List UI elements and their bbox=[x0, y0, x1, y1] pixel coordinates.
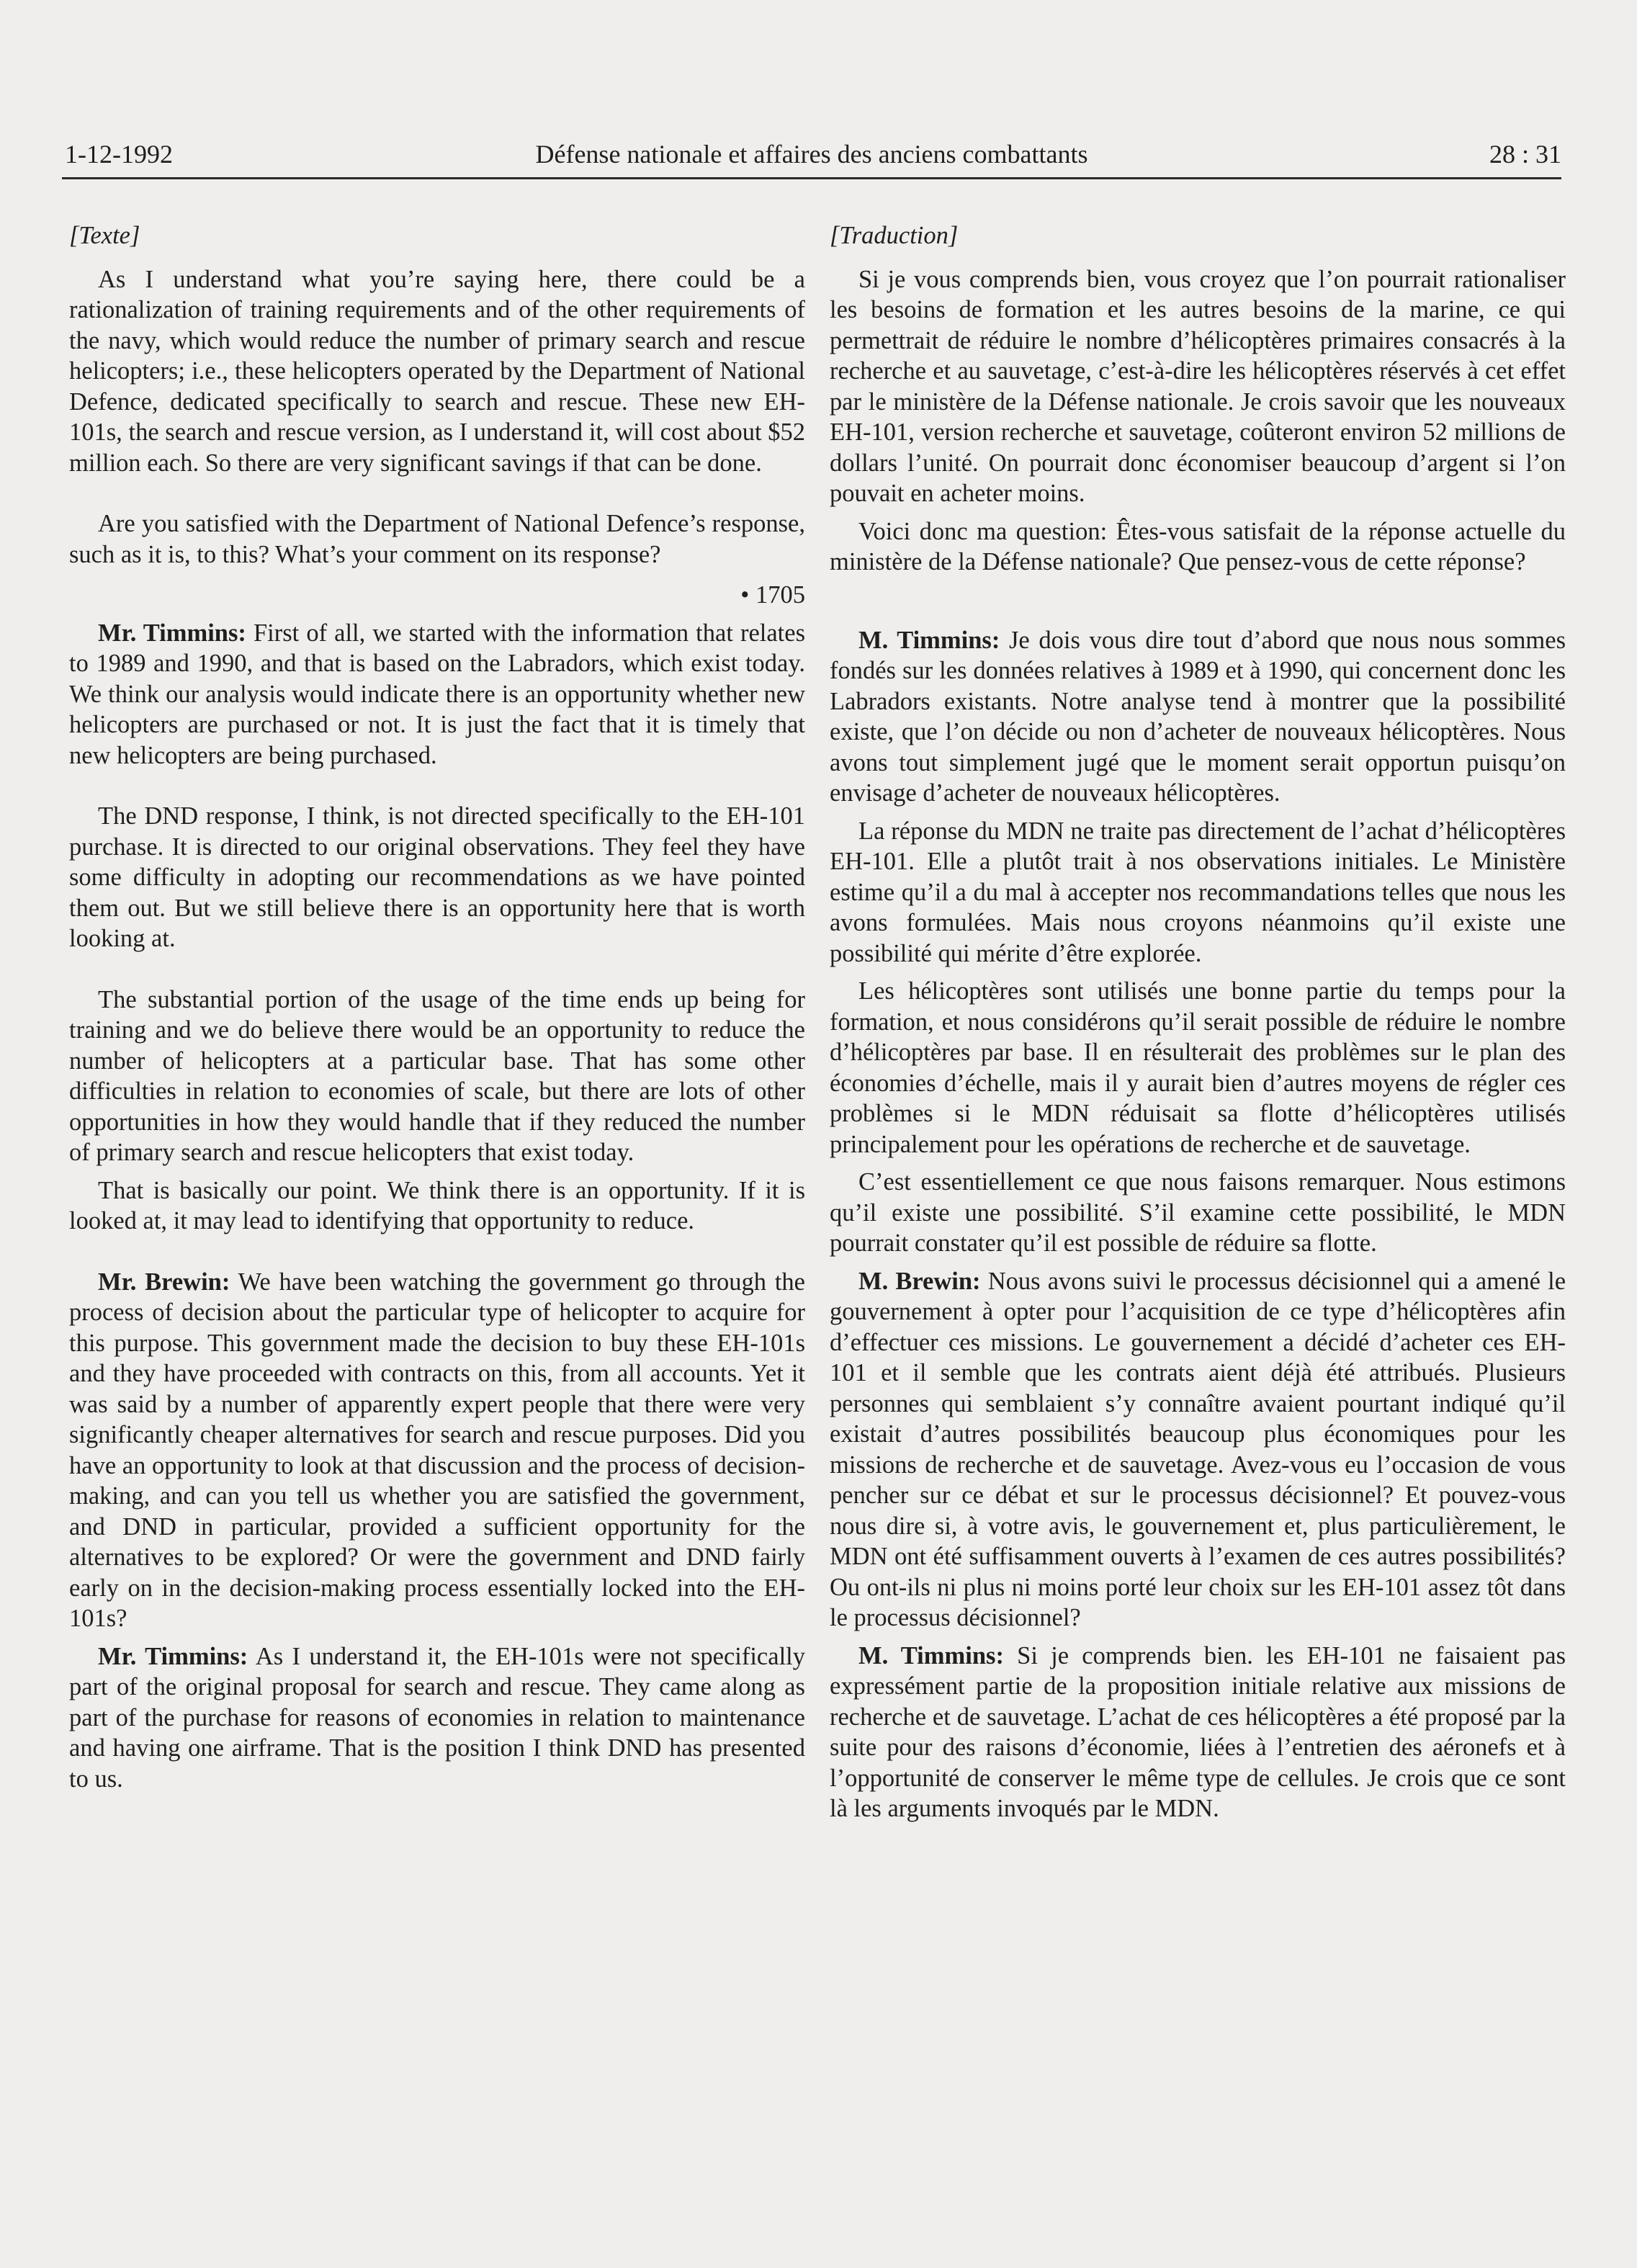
column-tag: [Texte] bbox=[69, 222, 140, 249]
speaker-name: Mr. Brewin: bbox=[98, 1268, 230, 1296]
paragraph-text: We have been watching the government go through the process of decision about the particular type of helicopter to acquire for this purpose. This government made the decision to buy these EH-101s and they have proceeded with contracts on this, from all accounts. Yet it was said by a number of apparently expert people that there were very significantly cheaper alternatives for search and rescue purposes. Did you have an opportunity to look at that discussion and the process of decision-making, and can you tell us whether you are satisfied the government, and DND in particular, provided a sufficient opportunity for the alternatives to be explored? Or were the government and DND fairly early on in the decision-making process essentially locked into the EH-101s? bbox=[69, 1268, 805, 1632]
paragraph bbox=[69, 618, 805, 771]
paragraph: As I understand what you’re saying here, there could be a rationalization of training requirements and of the other requirements of the navy, which would reduce the number of primary search and rescue helicopters; i.e., these helicopters operated by the Department of National Defence, dedicated specifically to search and rescue. These new EH-101s, the search and rescue version, as I understand it, will cost about $52 million each. So there are very significant savings if that can be done. bbox=[69, 265, 805, 477]
paragraph bbox=[69, 1267, 805, 1634]
paragraph bbox=[830, 625, 1566, 809]
header-page-number: 28 : 31 bbox=[1489, 140, 1561, 169]
paragraph: That is basically our point. We think there is an opportunity. If it is looked at, it may lead to identifying that opportunity to reduce. bbox=[69, 1176, 805, 1234]
time-marker: • 1705 bbox=[740, 581, 805, 609]
speaker-name: Mr. Timmins: bbox=[98, 1642, 248, 1670]
paragraph: The substantial portion of the usage of the time ends up being for training and we do believe there would be an opportunity to reduce the number of helicopters at a particular base. That has some other difficulties in relation to economies of scale, but there are lots of other opportunities in how they would handle that if they reduced the number of primary search and rescue helicopters that exist today. bbox=[69, 985, 805, 1166]
french-column bbox=[830, 220, 1566, 1824]
speaker-name: Mr. Timmins: bbox=[98, 619, 246, 647]
header-rule bbox=[62, 177, 1561, 179]
paragraph bbox=[69, 1641, 805, 1795]
paragraph-text: Nous avons suivi le processus décisionnel qui a amené le gouvernement à opter pour l’acquisition de ce type d’hélicoptères afin d’effectuer ces missions. Le gouvernement a décidé d’acheter ces EH-101 et il semble que les contrats aient déjà été attribués. Plusieurs personnes qui semblaient s’y connaître avaient pourtant indiqué qu’il existait d’autres possibilités beaucoup plus économiques pour les missions de recherche et de sauvetage. Avez-vous eu l’occasion de vous pencher sur ce débat et sur le processus décisionnel? Et pouvez-vous nous dire si, à votre avis, le gouvernement et, plus particulièrement, le MDN ont été suffisamment ouverts à l’examen de ces autres possibilités? Ou ont-ils ni plus ni moins porté leur choix sur les EH-101 assez tôt dans le processus décisionnel? bbox=[830, 1267, 1566, 1631]
header-title: Défense nationale et affaires des anciens combattants bbox=[535, 140, 1088, 169]
paragraph: Voici donc ma question: Êtes-vous satisfait de la réponse actuelle du ministère de la Défense nationale? Que pensez-vous de cette réponse? bbox=[830, 517, 1566, 575]
paragraph-text: First of all, we started with the information that relates to 1989 and 1990, and that is based on the Labradors, which exist today. We think our analysis would indicate there is an opportunity whether new helicopters are purchased or not. It is just the fact that it is timely that new helicopters are being purchased. bbox=[69, 619, 805, 769]
english-column bbox=[69, 220, 805, 1794]
speaker-name: M. Timmins: bbox=[858, 626, 1000, 654]
paragraph: The DND response, I think, is not directed specifically to the EH-101 purchase. It is directed to our original observations. They feel they have some difficulty in adopting our recommendations as we have pointed them out. But we still believe there is an opportunity here that is worth looking at. bbox=[69, 802, 805, 952]
speaker-name: M. Brewin: bbox=[858, 1267, 981, 1295]
speaker-name: M. Timmins: bbox=[858, 1641, 1004, 1669]
page-header bbox=[62, 135, 1561, 173]
paragraph-text: Si je comprends bien. les EH-101 ne faisaient pas expressément partie de la proposition initiale relative aux missions de recherche et de sauvetage. L’achat de ces hélicoptères a été proposé par la suite pour des raisons d’économie, liées à l’entretien des aéronefs et à l’opportunité de conserver le même type de cellules. Je crois que ce sont là les arguments invoqués par le MDN. bbox=[830, 1641, 1566, 1822]
paragraph: Are you satisfied with the Department of National Defence’s response, such as it is, to this? What’s your comment on its response? bbox=[69, 510, 805, 568]
paragraph: C’est essentiellement ce que nous faisons remarquer. Nous estimons qu’il existe une possibilité. S’il examine cette possibilité, le MDN pourrait constater qu’il est possible de réduire sa flotte. bbox=[830, 1168, 1566, 1257]
paragraph-text: As I understand it, the EH-101s were not specifically part of the original proposal for search and rescue. They came along as part of the purchase for reasons of economies in relation to maintenance and having one airframe. That is the position I think DND has presented to us. bbox=[69, 1642, 805, 1793]
paragraph: Les hélicoptères sont utilisés une bonne partie du temps pour la formation, et nous considérons qu’il serait possible de réduire le nombre d’hélicoptères par base. Il en résulterait des problèmes sur le plan des économies d’échelle, mais il y aurait bien d’autres moyens de régler ces problèmes si le MDN réduisait sa flotte d’hélicoptères utilisés principalement pour les opérations de recherche et de sauvetage. bbox=[830, 977, 1566, 1158]
paragraph: Si je vous comprends bien, vous croyez que l’on pourrait rationaliser les besoins de formation et les autres besoins de la marine, ce qui permettrait de réduire le nombre d’hélicoptères primaires consacrés à la recherche et au sauvetage, c’est-à-dire les hélicoptères réservés à cet effet par le ministère de la Défense nationale. Je crois savoir que les nouveaux EH-101, version recherche et sauvetage, coûteront environ 52 millions de dollars l’unité. On pourrait donc économiser beaucoup d’argent si l’on pouvait en acheter moins. bbox=[830, 265, 1566, 507]
paragraph bbox=[830, 1641, 1566, 1824]
paragraph-text: Je dois vous dire tout d’abord que nous nous sommes fondés sur les données relatives à 1989 et à 1990, qui concernent donc les Labradors existants. Notre analyse tend à montrer que la possibilité existe, que l’on décide ou non d’acheter de nouveaux hélicoptères. Nous avons tout simplement jugé que le moment serait opportun puisqu’on envisage d’acheter de nouveaux hélicoptères. bbox=[830, 626, 1566, 807]
paragraph: La réponse du MDN ne traite pas directement de l’achat d’hélicoptères EH-101. Elle a plutôt trait à nos observations initiales. Le Ministère estime qu’il a du mal à accepter nos recommandations telles que nous les avons formulées. Mais nous croyons néanmoins qu’il existe une possibilité qui mérite d’être explorée. bbox=[830, 817, 1566, 967]
header-date: 1-12-1992 bbox=[65, 140, 173, 169]
column-tag: [Traduction] bbox=[830, 222, 959, 249]
paragraph bbox=[830, 1266, 1566, 1633]
